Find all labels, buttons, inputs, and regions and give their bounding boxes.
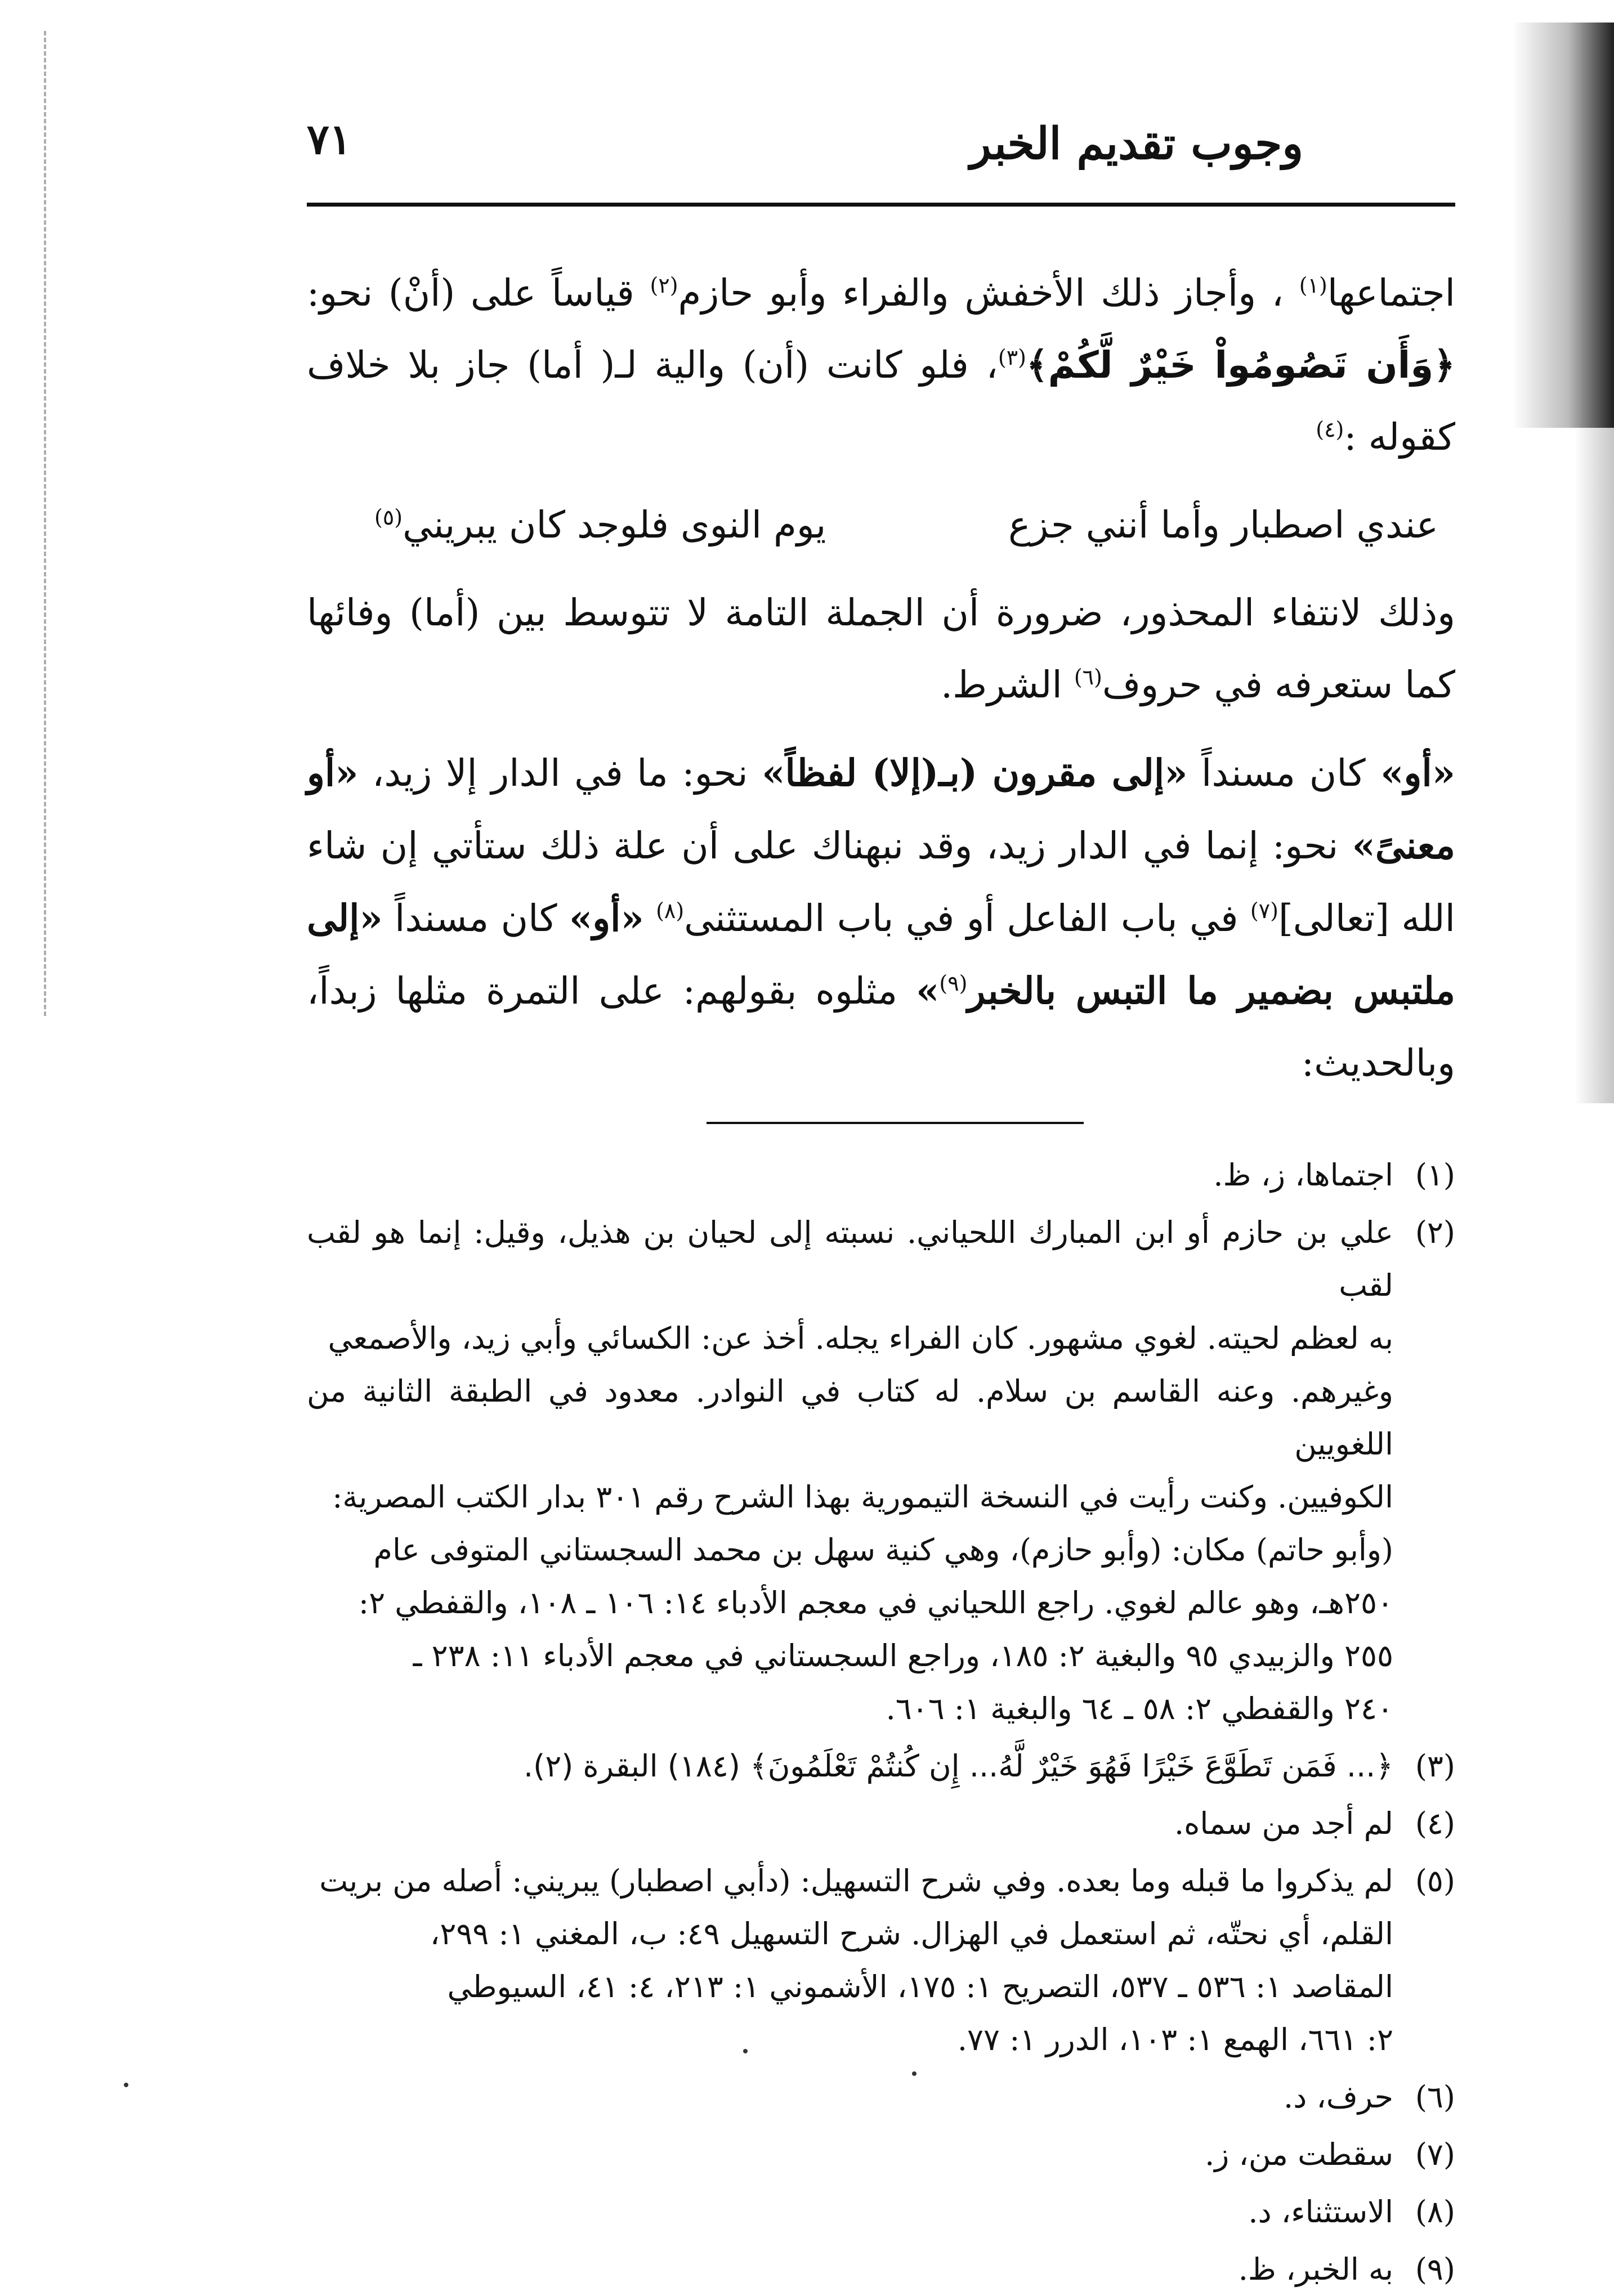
scan-shadow-right (1513, 23, 1614, 428)
footnote-6 (307, 2071, 1455, 2124)
footnote-number: (٥) (1415, 1863, 1455, 1899)
footnote-7 (307, 2128, 1455, 2181)
matn-quote: «أو» (569, 896, 644, 940)
footnote-number: (١) (1415, 1157, 1455, 1193)
note-ref: (٧) (1250, 898, 1278, 923)
footnote-number: (٢) (1415, 1215, 1455, 1250)
note-ref: (٤) (1316, 417, 1344, 442)
footnote-text: لم أجد من سماه. (1174, 1806, 1393, 1841)
footnote-number: (٩) (1415, 2252, 1455, 2287)
note-ref: (٣) (998, 345, 1026, 370)
footnote-5 (307, 1855, 1455, 2066)
footnote-number: (٦) (1415, 2079, 1455, 2115)
page-header (307, 107, 1455, 180)
footnote-text: الاستثناء، د. (1248, 2194, 1393, 2230)
verse-second-hemistich: يوم النوى فلوجد كان يبريني$^{(٥)}$ (374, 503, 826, 547)
page-number: ٧١ (307, 115, 352, 164)
matn-quote: «أو معنىً» (307, 751, 1455, 867)
scan-edge-left (44, 31, 50, 1016)
paragraph-1: اجتماعها$^{(١)}$ ، وأجاز ذلك الأخفش والفراء وأبو حازم$^{(٢)}$ قياساً على (أنْ) نحو: ﴿وَأَن تَصُومُواْ خَيْرٌ لَّكُمْ﴾$^{(٣)}$، فلو كانت (أن) والية لـ( أما) جاز بلا خلاف كقوله :$^{(٤)}$ (307, 271, 1455, 459)
footnote-text: لم يذكروا ما قبله وما بعده. وفي شرح التسهيل: (دأبي اصطبار) يبريني: أصله من بريت القلم، أي نحتّه، ثم استعمل في الهزال. شرح التسهيل ٤٩: ب، المغني ١: ٢٩٩، المقاصد ١: ٥٣٦ ـ ٥٣٧، التصريح ١: ١٧٥، الأشموني ١: ٢١٣، ٤: ٤١، السيوطي ٢: ٦٦١، الهمع ١: ١٠٣، الدرر ١: ٧٧. (319, 1863, 1393, 2057)
scan-speck (743, 2049, 748, 2053)
footnote-4 (307, 1797, 1455, 1850)
note-ref: (١) (1299, 273, 1327, 298)
note-ref: (٨) (656, 898, 685, 923)
footnote-number: (٧) (1415, 2137, 1455, 2172)
paragraph-3: «أو» كان مسنداً «إلى مقرون (بـ(إلا) لفظاً» نحو: ما في الدار إلا زيد، «أو معنىً» نحو: إنما في الدار زيد، وقد نبهناك على أن علة ذلك ستأتي إن شاء الله [تعالى]$^{(٧)}$ في باب الفاعل أو في باب المستثنى$^{(٨)}$ «أو» كان مسنداً «إلى ملتبس بضمير ما التبس بالخبر$^{(٩)}$» مثلوه بقولهم: على التمرة مثلها زبداً، وبالحديث: (307, 751, 1456, 1085)
quran-quote: ﴿وَأَن تَصُومُواْ خَيْرٌ لَّكُمْ﴾ (1026, 343, 1455, 387)
footnote-text: اجتماها، ز، ظ. (1213, 1157, 1393, 1193)
note-ref: (٩) (939, 971, 968, 996)
matn-quote: «إلى مقرون (بـ(إلا) لفظاً» (762, 751, 1188, 795)
footnote-2 (307, 1206, 1455, 1735)
footnote-number: (٣) (1415, 1748, 1455, 1784)
footnotes (307, 1149, 1455, 2296)
footnote-number: (٤) (1415, 1806, 1455, 1841)
footnote-9 (307, 2243, 1455, 2296)
note-ref: (٥) (374, 505, 403, 530)
note-ref: (٢) (650, 273, 678, 298)
verse-first-hemistich: عندي اصطبار وأما أنني جزع (1008, 503, 1438, 547)
footnote-text: به الخبر، ظ. (1238, 2252, 1393, 2287)
paragraph-2: وذلك لانتفاء المحذور، ضرورة أن الجملة التامة لا تتوسط بين (أما) وفائها كما ستعرفه في حروف$^{(٦)}$ الشرط. (307, 591, 1455, 706)
scan-speck (124, 2083, 128, 2087)
running-title: وجوب تقديم الخبر (969, 118, 1303, 169)
footnote-1 (307, 1149, 1455, 1202)
footnote-8 (307, 2186, 1455, 2239)
footnote-text: حرف، د. (1284, 2079, 1393, 2115)
main-text (307, 257, 1455, 1099)
header-rule (307, 203, 1455, 207)
scan-speck (912, 2071, 916, 2076)
book-page (307, 107, 1456, 2287)
matn-quote: «إلى ملتبس بضمير ما التبس بالخبر (307, 896, 1455, 1013)
footnote-text: علي بن حازم أو ابن المبارك اللحياني. نسبته إلى لحيان بن هذيل، وقيل: إنما هو لقب لقب به لعظم لحيته. لغوي مشهور. كان الفراء يجله. أخذ عن: الكسائي وأبي زيد، والأصمعي وغيرهم. وعنه القاسم بن سلام. له كتاب في النوادر. معدود في الطبقة الثانية من اللغويين الكوفيين. وكنت رأيت في النسخة التيمورية بهذا الشرح رقم ٣٠١ بدار الكتب المصرية: (وأبو حاتم) مكان: (وأبو حازم)، وهي كنية سهل بن محمد السجستاني المتوفى عام ٢٥٠هـ، وهو عالم لغوي. راجع اللحياني في معجم الأدباء ١٤: ١٠٦ ـ ١٠٨، والقفطي ٢: ٢٥٥ والزبيدي ٩٥ والبغية ٢: ١٨٥، وراجع السجستاني في معجم الأدباء ١١: ٢٣٨ ـ ٢٤٠ والقفطي ٢: ٥٨ ـ ٦٤ والبغية ١: ٦٠٦. (307, 1215, 1393, 1726)
footnote-separator (707, 1122, 1084, 1124)
footnote-3 (307, 1740, 1455, 1793)
footnote-text: ﴿... فَمَن تَطَوَّعَ خَيْرًا فَهُوَ خَيْرٌ لَّهُ... إِن كُنتُمْ تَعْلَمُونَ﴾ (١٨٤) البقرة (٢). (523, 1748, 1393, 1784)
poetry-verse (307, 489, 1455, 561)
scan-shadow-right-lower (1575, 428, 1614, 1103)
footnote-number: (٨) (1415, 2194, 1455, 2230)
note-ref: (٦) (1074, 665, 1102, 690)
footnote-text: سقطت من، ز. (1205, 2137, 1393, 2172)
